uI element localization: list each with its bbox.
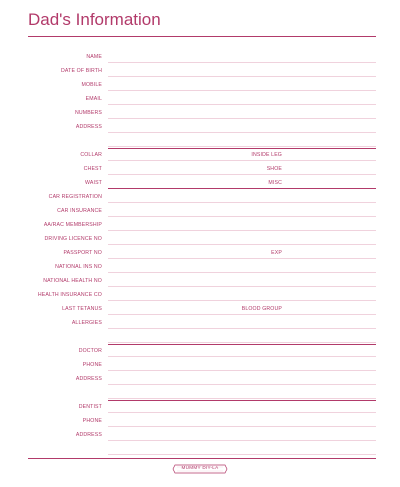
footer-divider <box>28 458 376 459</box>
passport-label: PASSPORT NO <box>63 250 102 256</box>
dob-label: DATE OF BIRTH <box>61 68 102 74</box>
sizes-divider-bottom <box>108 188 376 189</box>
doctor-field-line[interactable] <box>108 356 376 357</box>
aa-rac-field-line[interactable] <box>108 230 376 231</box>
last-tetanus-field-line[interactable] <box>108 314 376 315</box>
health-insurance-label: HEALTH INSURANCE CO <box>37 292 102 298</box>
national-ins-field-line[interactable] <box>108 272 376 273</box>
numbers-label: NUMBERS <box>75 110 102 116</box>
doctor-phone-field-line[interactable] <box>108 370 376 371</box>
exp-label: EXP <box>271 250 282 256</box>
car-registration-field-line[interactable] <box>108 202 376 203</box>
driving-licence-label: DRIVING LICENCE NO <box>44 236 102 242</box>
doctor-divider <box>108 344 376 345</box>
passport-field-line[interactable] <box>108 258 376 259</box>
numbers-field-line[interactable] <box>108 118 376 119</box>
footer-logo <box>172 462 228 474</box>
collar-label: COLLAR <box>80 152 102 158</box>
aa-rac-label: AA/RAC MEMBERSHIP <box>43 222 102 228</box>
driving-licence-field-line[interactable] <box>108 244 376 245</box>
collar-field-line[interactable] <box>108 160 376 161</box>
dentist-label: DENTIST <box>78 404 102 410</box>
email-field-line[interactable] <box>108 104 376 105</box>
allergies-field-line-2[interactable] <box>108 342 376 343</box>
footer-logo-text: MUMMY DIY-LA <box>181 465 219 470</box>
blood-group-label: BLOOD GROUP <box>241 306 282 312</box>
allergies-field-line-1[interactable] <box>108 328 376 329</box>
dentist-phone-field-line[interactable] <box>108 426 376 427</box>
shoe-label: SHOE <box>266 166 282 172</box>
dentist-field-line[interactable] <box>108 412 376 413</box>
misc-label: MISC <box>268 180 282 186</box>
chest-label: CHEST <box>83 166 102 172</box>
allergies-label: ALLERGIES <box>71 320 102 326</box>
name-field-line[interactable] <box>108 62 376 63</box>
title-divider <box>28 36 376 37</box>
car-insurance-field-line[interactable] <box>108 216 376 217</box>
chest-field-line[interactable] <box>108 174 376 175</box>
address-label: ADDRESS <box>75 124 102 130</box>
doctor-phone-label: PHONE <box>82 362 102 368</box>
email-label: EMAIL <box>85 96 102 102</box>
dentist-address-field-line-1[interactable] <box>108 440 376 441</box>
dob-field-line[interactable] <box>108 76 376 77</box>
doctor-label: DOCTOR <box>78 348 102 354</box>
address-field-line-1[interactable] <box>108 132 376 133</box>
national-health-field-line[interactable] <box>108 286 376 287</box>
dentist-address-field-line-2[interactable] <box>108 454 376 455</box>
dentist-divider <box>108 400 376 401</box>
last-tetanus-label: LAST TETANUS <box>62 306 102 312</box>
mobile-label: MOBILE <box>81 82 102 88</box>
national-health-label: NATIONAL HEALTH NO <box>43 278 102 284</box>
name-label: NAME <box>86 54 102 60</box>
doctor-address-field-line-2[interactable] <box>108 398 376 399</box>
car-registration-label: CAR REGISTRATION <box>48 194 102 200</box>
address-field-line-2[interactable] <box>108 146 376 147</box>
mobile-field-line[interactable] <box>108 90 376 91</box>
sizes-divider-top <box>108 148 376 149</box>
inside-leg-label: INSIDE LEG <box>251 152 282 158</box>
national-ins-label: NATIONAL INS NO <box>55 264 102 270</box>
dentist-phone-label: PHONE <box>82 418 102 424</box>
page-title: Dad's Information <box>28 10 161 29</box>
waist-label: WAIST <box>85 180 102 186</box>
dentist-address-label: ADDRESS <box>75 432 102 438</box>
car-insurance-label: CAR INSURANCE <box>57 208 102 214</box>
doctor-address-label: ADDRESS <box>75 376 102 382</box>
doctor-address-field-line-1[interactable] <box>108 384 376 385</box>
health-insurance-field-line[interactable] <box>108 300 376 301</box>
